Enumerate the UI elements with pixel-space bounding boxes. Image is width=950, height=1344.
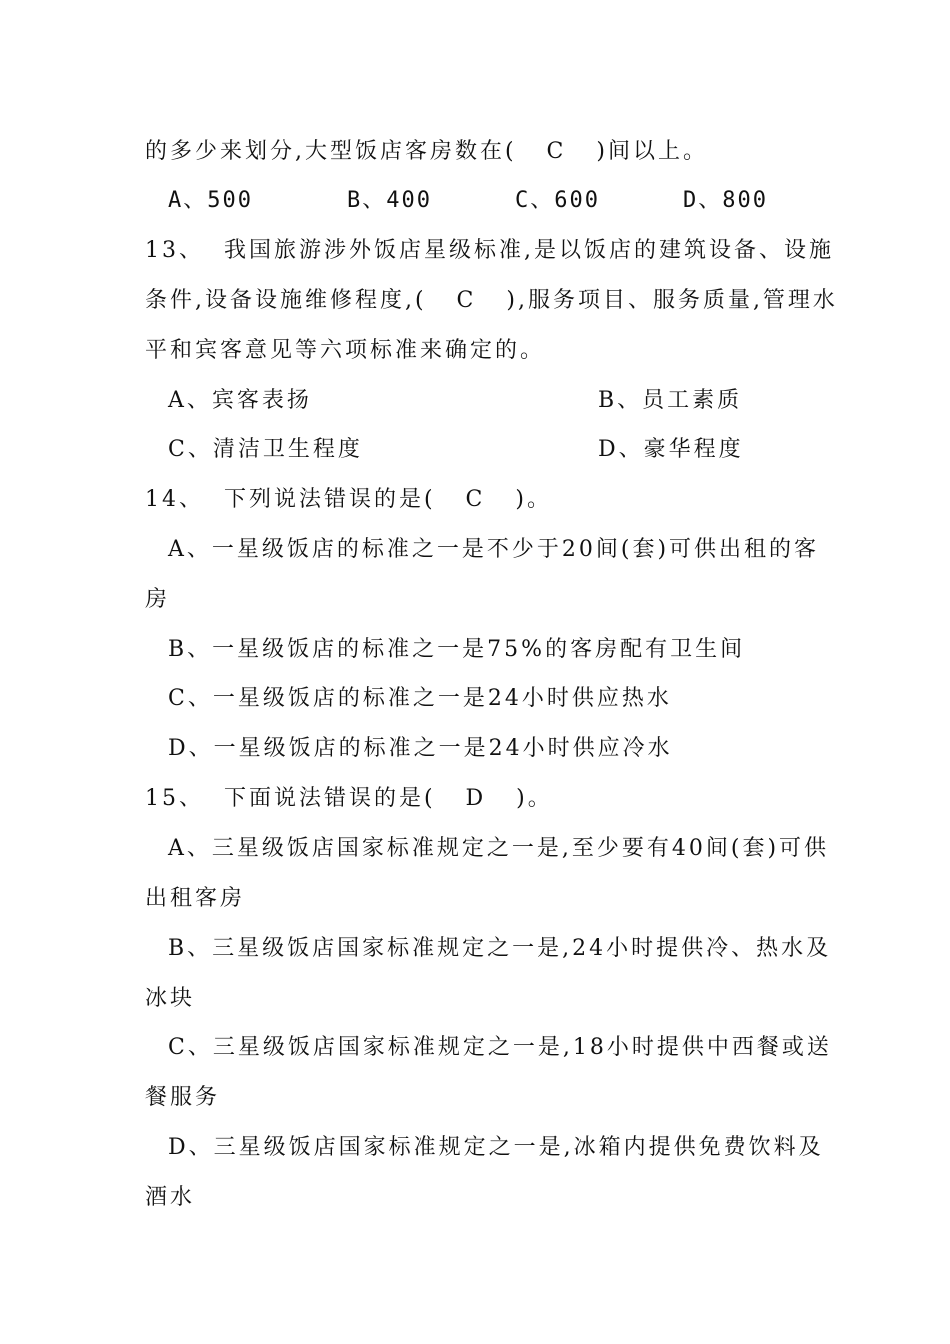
q12-option-d: D、800 xyxy=(683,188,768,213)
q12-stem-continuation: 的多少来划分,大型饭店客房数在( C )间以上。 xyxy=(145,139,708,164)
q13-option-c: C、清洁卫生程度 xyxy=(168,437,363,462)
q14-option-a-line-1: A、一星级饭店的标准之一是不少于20间(套)可供出租的客 xyxy=(168,537,820,562)
q14-option-a-line-2: 房 xyxy=(145,587,171,612)
q14-option-d: D、一星级饭店的标准之一是24小时供应冷水 xyxy=(168,736,673,761)
q13-option-b: B、员工素质 xyxy=(598,388,743,413)
q15-option-d-line-1: D、三星级饭店国家标准规定之一是,冰箱内提供免费饮料及 xyxy=(168,1135,824,1160)
q15-option-d-line-2: 酒水 xyxy=(145,1185,196,1210)
q12-option-b: B、400 xyxy=(347,188,432,213)
q13-option-d: D、豪华程度 xyxy=(598,437,744,462)
q14-option-c: C、一星级饭店的标准之一是24小时供应热水 xyxy=(168,686,672,711)
q15-option-a-line-2: 出租客房 xyxy=(145,886,246,911)
q13-stem-line-3: 平和宾客意见等六项标准来确定的。 xyxy=(145,338,546,363)
q13-stem-line-1: 13、 我国旅游涉外饭店星级标准,是以饭店的建筑设备、设施 xyxy=(145,238,834,263)
q15-option-c-line-1: C、三星级饭店国家标准规定之一是,18小时提供中西餐或送 xyxy=(168,1035,832,1060)
q15-option-b-line-2: 冰块 xyxy=(145,986,196,1011)
q14-option-b: B、一星级饭店的标准之一是75%的客房配有卫生间 xyxy=(168,637,746,662)
q15-option-c-line-2: 餐服务 xyxy=(145,1085,221,1110)
q15-option-b-line-1: B、三星级饭店国家标准规定之一是,24小时提供冷、热水及 xyxy=(168,936,832,961)
q12-option-c: C、600 xyxy=(515,188,600,213)
q14-stem: 14、 下列说法错误的是( C )。 xyxy=(145,487,552,512)
q15-stem: 15、 下面说法错误的是( D )。 xyxy=(145,786,553,811)
q13-stem-line-2: 条件,设备设施维修程度,( C ),服务项目、服务质量,管理水 xyxy=(145,288,838,313)
q13-option-a: A、宾客表扬 xyxy=(168,388,312,413)
q12-option-a: A、500 xyxy=(168,188,253,213)
q15-option-a-line-1: A、三星级饭店国家标准规定之一是,至少要有40间(套)可供 xyxy=(168,836,830,861)
